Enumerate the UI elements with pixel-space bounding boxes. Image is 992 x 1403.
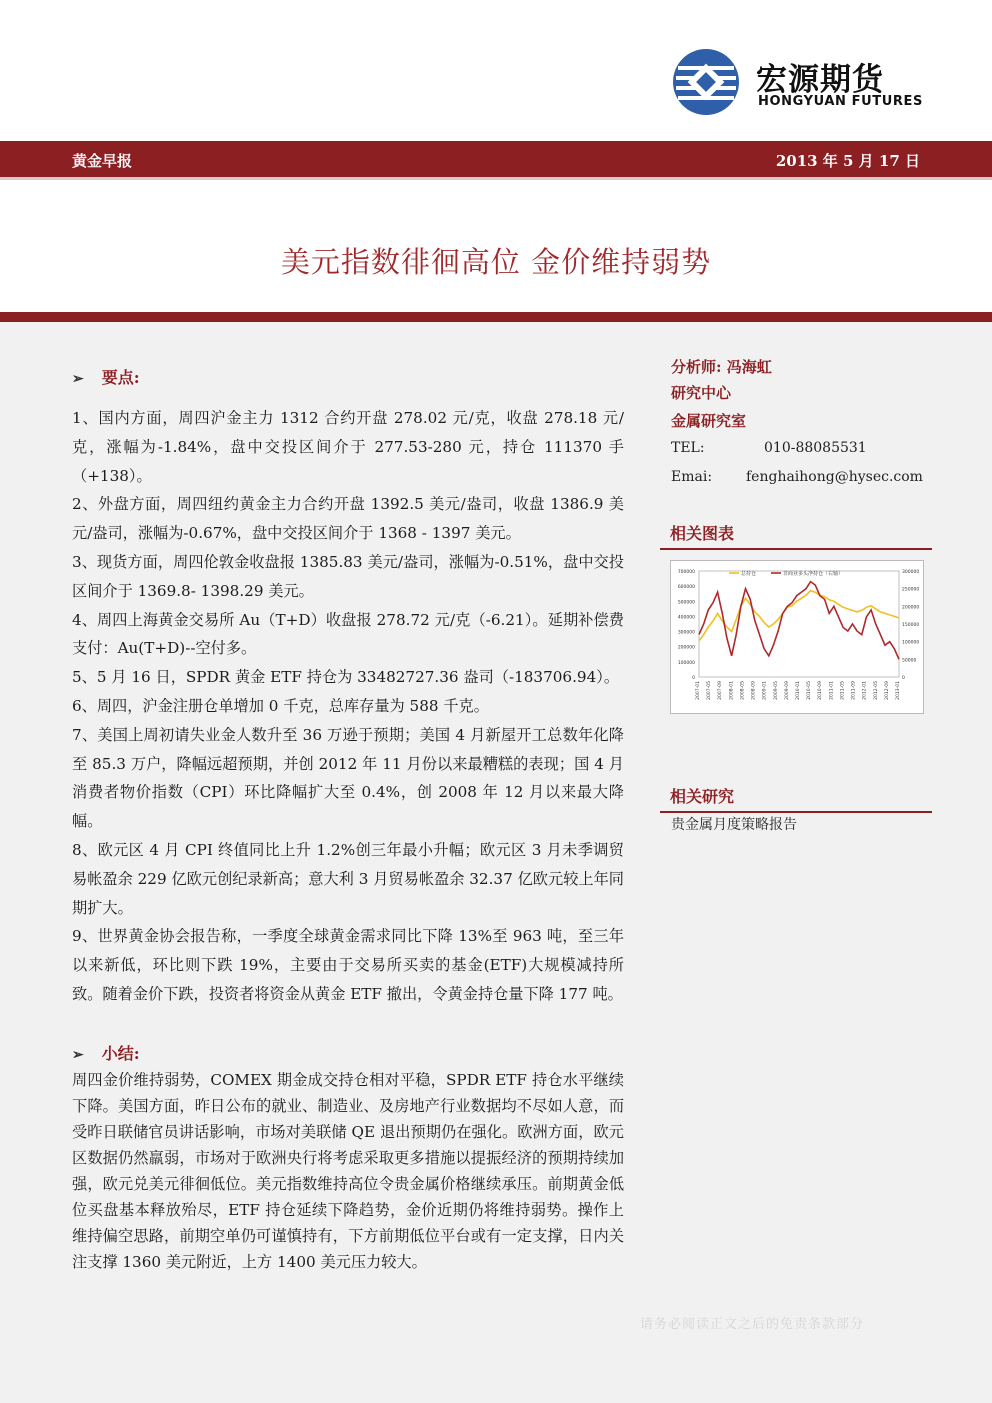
key-point-item: 3、现货方面，周四伦敦金收盘报 1385.83 美元/盎司，涨幅为-0.51%，盘中交投区间介于 1369.8- 1398.29 美元。 xyxy=(72,552,624,600)
y-left-tick-label: 400000 xyxy=(677,615,695,621)
x-tick-label: 2007-01 xyxy=(696,681,701,700)
key-points-heading-label: 要点: xyxy=(101,368,140,387)
x-tick-label: 2009-05 xyxy=(773,681,779,700)
summary-heading-label: 小结: xyxy=(101,1044,140,1063)
analyst-name: 分析师: 冯海虹 xyxy=(671,358,772,376)
key-points-heading xyxy=(72,365,140,388)
report-title: 美元指数徘徊高位 金价维持弱势 xyxy=(280,245,712,279)
x-tick-label: 2013-01 xyxy=(896,681,901,700)
series-line-noncommercial-net-long xyxy=(699,582,899,660)
x-tick-label: 2009-01 xyxy=(762,681,768,700)
series-line-total-open-interest xyxy=(699,591,899,641)
key-point-item: 4、周四上海黄金交易所 Au（T+D）收盘报 278.72 元/克（-6.21）。延期补偿费支付：Au(T+D)--空付多。 xyxy=(72,610,624,658)
legend-entry: 总持仓 xyxy=(741,571,757,577)
related-research-heading-label: 相关研究 xyxy=(670,787,735,806)
x-tick-label: 2008-05 xyxy=(740,681,746,700)
tel-label: TEL: xyxy=(671,440,705,456)
x-tick-label: 2007-09 xyxy=(718,681,724,700)
plot-area xyxy=(699,571,899,677)
x-tick-label: 2011-01 xyxy=(829,681,835,700)
y-left-tick-label: 0 xyxy=(692,676,695,681)
y-left-tick-label: 600000 xyxy=(677,585,695,591)
x-tick-label: 2008-01 xyxy=(729,681,735,700)
x-tick-label: 2012-09 xyxy=(884,681,890,700)
tel-number: 010-88085531 xyxy=(764,440,867,456)
report-type: 黄金早报 xyxy=(72,152,133,170)
x-tick-label: 2012-01 xyxy=(862,681,868,700)
chart-svg xyxy=(671,561,923,713)
report-date: 2013 年 5 月 17 日 xyxy=(775,152,920,170)
gold-position-chart xyxy=(670,560,924,714)
metal-research-office: 金属研究室 xyxy=(671,412,747,430)
x-tick-label: 2011-09 xyxy=(851,681,857,700)
y-left-tick-label: 700000 xyxy=(677,570,695,575)
y-right-tick-label: 50000 xyxy=(902,658,917,664)
arrow-bullet-icon: ➢ xyxy=(72,1047,84,1063)
y-right-tick-label: 300000 xyxy=(902,570,920,575)
related-research-heading xyxy=(660,784,932,813)
y-left-tick-label: 300000 xyxy=(677,630,695,636)
summary-heading xyxy=(72,1041,140,1064)
x-tick-label: 2011-05 xyxy=(840,681,846,700)
summary-text: 周四金价维持弱势，COMEX 期金成交持仓相对平稳，SPDR ETF 持仓水平继续下降。美国方面，昨日公布的就业、制造业、及房地产行业数据均不尽如人意，而受昨日联储官员讲话影响，市场对美联储 QE 退出预期仍在强化。欧洲方面，欧元区数据仍然羸弱，市场对于欧洲央行将考虑采取更多措施以提振经济的预期持续加强，欧元兑美元徘徊低位。美元指数维持高位令贵金属价格继续承压。前期黄金低位买盘基本释放殆尽，ETF 持仓延续下降趋势，金价近期仍将维持弱势。操作上维持偏空思路，前期空单仍可谨慎持有，下方前期低位平台或有一定支撑，日内关注支撑 1360 美元附近，上方 1400 美元压力较大。 xyxy=(72,1071,624,1271)
y-right-tick-label: 0 xyxy=(902,676,905,681)
key-point-item: 6、周四，沪金注册仓单增加 0 千克，总库存量为 588 千克。 xyxy=(72,696,489,715)
email-address[interactable]: fenghaihong@hysec.com xyxy=(746,469,923,485)
y-right-tick-label: 150000 xyxy=(902,623,920,628)
related-research-item[interactable]: 贵金属月度策略报告 xyxy=(671,817,797,833)
x-tick-label: 2009-09 xyxy=(784,681,790,700)
key-point-item: 7、美国上周初请失业金人数升至 36 万逊于预期；美国 4 月新屋开工总数年化降至 85.3 万户，降幅远超预期，并创 2012 年 11 月份以来最糟糕的表现；国 4 月消费者物价指数（CPI）环比降幅扩大至 0.4%，创 2008 年 12 月以来最大降幅。 xyxy=(72,725,624,831)
logo-english-name: HONGYUAN FUTURES xyxy=(758,94,923,109)
x-tick-label: 2010-01 xyxy=(796,681,801,700)
research-center: 研究中心 xyxy=(671,384,732,402)
y-right-tick-label: 100000 xyxy=(902,640,920,646)
key-point-item: 8、欧元区 4 月 CPI 终值同比上升 1.2%创三年最小升幅；欧元区 3 月未季调贸易帐盈余 229 亿欧元创纪录新高；意大利 3 月贸易帐盈余 32.37 亿欧元较上年同期扩大。 xyxy=(72,840,624,917)
disclaimer-footer: 请务必阅读正文之后的免责条款部分 xyxy=(640,1317,865,1332)
report-header-bar xyxy=(0,141,992,180)
logo-chinese-name: 宏源期货 xyxy=(756,62,884,98)
y-left-tick-label: 500000 xyxy=(677,600,695,606)
key-point-item: 5、5 月 16 日，SPDR 黄金 ETF 持仓为 33482727.36 盎司（-183706.94）。 xyxy=(72,668,620,687)
x-tick-label: 2010-09 xyxy=(818,681,824,700)
x-tick-label: 2007-05 xyxy=(707,681,713,700)
related-chart-heading-label: 相关图表 xyxy=(670,524,735,543)
title-divider xyxy=(0,312,992,322)
arrow-bullet-icon: ➢ xyxy=(72,371,84,387)
y-right-tick-label: 200000 xyxy=(902,605,920,611)
legend-entry: 非商业多头净持仓（右轴） xyxy=(783,571,844,577)
logo-mark-icon xyxy=(672,48,740,116)
related-chart-heading xyxy=(660,521,932,550)
x-tick-label: 2008-09 xyxy=(751,681,757,700)
y-left-tick-label: 100000 xyxy=(677,660,695,666)
y-right-tick-label: 250000 xyxy=(902,587,920,593)
company-logo xyxy=(672,48,923,118)
x-tick-label: 2012-05 xyxy=(873,681,879,700)
key-points-list xyxy=(72,404,624,1009)
x-tick-label: 2010-05 xyxy=(807,681,813,700)
y-left-tick-label: 200000 xyxy=(677,645,695,651)
key-point-item: 9、世界黄金协会报告称，一季度全球黄金需求同比下降 13%至 963 吨，至三年以来新低，环比则下跌 19%，主要由于交易所买卖的基金(ETF)大规模减持所致。随着金价下跌，投资者将资金从黄金 ETF 撤出，令黄金持仓量下降 177 吨。 xyxy=(72,927,624,1003)
key-point-item: 1、国内方面，周四沪金主力 1312 合约开盘 278.02 元/克，收盘 278.18 元/克，涨幅为-1.84%，盘中交投区间介于 277.53-280 元，持仓 111370 手（+138）。 xyxy=(72,409,624,485)
key-point-item: 2、外盘方面，周四纽约黄金主力合约开盘 1392.5 美元/盎司，收盘 1386.9 美元/盎司，涨幅为-0.67%，盘中交投区间介于 1368 - 1397 美元。 xyxy=(72,495,624,543)
email-label: Emai: xyxy=(671,469,713,485)
